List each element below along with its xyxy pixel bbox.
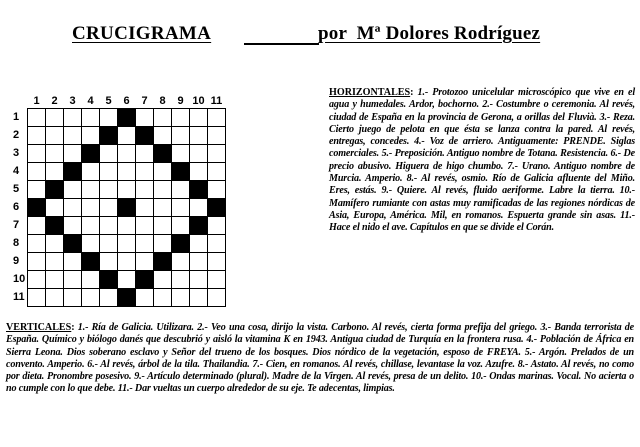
letter-cell[interactable]: [154, 163, 172, 181]
grid-row: [10, 235, 226, 253]
grid-row: [10, 217, 226, 235]
letter-cell[interactable]: [154, 181, 172, 199]
row-number: 11: [10, 289, 28, 307]
row-number: 5: [10, 181, 28, 199]
letter-cell[interactable]: [208, 217, 226, 235]
letter-cell[interactable]: [82, 271, 100, 289]
letter-cell[interactable]: [82, 181, 100, 199]
column-number: 4: [82, 91, 100, 109]
grid-row: [10, 127, 226, 145]
letter-cell[interactable]: [64, 253, 82, 271]
grid-row: [10, 109, 226, 127]
letter-cell[interactable]: [154, 271, 172, 289]
letter-cell[interactable]: [46, 199, 64, 217]
letter-cell[interactable]: [190, 145, 208, 163]
letter-cell[interactable]: [172, 289, 190, 307]
black-cell: [100, 271, 118, 289]
letter-cell[interactable]: [118, 217, 136, 235]
label-colon: :: [410, 87, 418, 98]
letter-cell[interactable]: [136, 163, 154, 181]
grid-row: [10, 253, 226, 271]
black-cell: [190, 181, 208, 199]
letter-cell[interactable]: [64, 127, 82, 145]
row-number: 10: [10, 271, 28, 289]
letter-cell[interactable]: [154, 235, 172, 253]
letter-cell[interactable]: [154, 217, 172, 235]
column-number: 6: [118, 91, 136, 109]
letter-cell[interactable]: [208, 253, 226, 271]
letter-cell[interactable]: [64, 181, 82, 199]
column-number: 3: [64, 91, 82, 109]
vertical-clues-label: VERTICALES: [6, 322, 72, 333]
letter-cell[interactable]: [28, 181, 46, 199]
author-byline: por Mª Dolores Rodríguez: [318, 23, 541, 44]
letter-cell[interactable]: [118, 235, 136, 253]
letter-cell[interactable]: [172, 109, 190, 127]
letter-cell[interactable]: [64, 199, 82, 217]
black-cell: [172, 163, 190, 181]
letter-cell[interactable]: [118, 163, 136, 181]
letter-cell[interactable]: [172, 217, 190, 235]
letter-cell[interactable]: [82, 235, 100, 253]
letter-cell[interactable]: [100, 163, 118, 181]
column-number: 9: [172, 91, 190, 109]
black-cell: [154, 145, 172, 163]
letter-cell[interactable]: [118, 145, 136, 163]
black-cell: [190, 217, 208, 235]
letter-cell[interactable]: [82, 109, 100, 127]
letter-cell[interactable]: [172, 127, 190, 145]
column-number: 11: [208, 91, 226, 109]
grid-corner: [10, 91, 28, 109]
row-number: 2: [10, 127, 28, 145]
letter-cell[interactable]: [136, 145, 154, 163]
black-cell: [118, 199, 136, 217]
letter-cell[interactable]: [154, 199, 172, 217]
column-number: 8: [154, 91, 172, 109]
letter-cell[interactable]: [28, 217, 46, 235]
column-number: 7: [136, 91, 154, 109]
vertical-clues: [6, 322, 634, 396]
row-number: 9: [10, 253, 28, 271]
black-cell: [154, 253, 172, 271]
letter-cell[interactable]: [190, 199, 208, 217]
black-cell: [64, 163, 82, 181]
black-cell: [46, 217, 64, 235]
column-number: 5: [100, 91, 118, 109]
letter-cell[interactable]: [208, 145, 226, 163]
grid-table: [10, 91, 226, 307]
grid-row: [10, 145, 226, 163]
letter-cell[interactable]: [208, 235, 226, 253]
column-number: 1: [28, 91, 46, 109]
letter-cell[interactable]: [136, 253, 154, 271]
black-cell: [46, 181, 64, 199]
letter-cell[interactable]: [154, 127, 172, 145]
row-number: 3: [10, 145, 28, 163]
letter-cell[interactable]: [100, 181, 118, 199]
black-cell: [118, 109, 136, 127]
letter-cell[interactable]: [190, 109, 208, 127]
row-number: 7: [10, 217, 28, 235]
letter-cell[interactable]: [100, 235, 118, 253]
letter-cell[interactable]: [190, 127, 208, 145]
grid-row: [10, 163, 226, 181]
letter-cell[interactable]: [190, 271, 208, 289]
grid-row: [10, 289, 226, 307]
letter-cell[interactable]: [46, 271, 64, 289]
letter-cell[interactable]: [28, 163, 46, 181]
title-underline-gap: [244, 43, 319, 45]
crossword-grid: [10, 91, 226, 307]
letter-cell[interactable]: [28, 235, 46, 253]
letter-cell[interactable]: [100, 109, 118, 127]
label-colon: :: [71, 322, 78, 333]
letter-cell[interactable]: [46, 163, 64, 181]
letter-cell[interactable]: [190, 253, 208, 271]
letter-cell[interactable]: [46, 127, 64, 145]
letter-cell[interactable]: [136, 109, 154, 127]
letter-cell[interactable]: [100, 199, 118, 217]
horizontal-clues-label: HORIZONTALES: [329, 87, 411, 98]
letter-cell[interactable]: [82, 127, 100, 145]
black-cell: [82, 145, 100, 163]
letter-cell[interactable]: [136, 289, 154, 307]
letter-cell[interactable]: [28, 289, 46, 307]
letter-cell[interactable]: [136, 181, 154, 199]
letter-cell[interactable]: [46, 253, 64, 271]
column-number: 10: [190, 91, 208, 109]
black-cell: [82, 253, 100, 271]
letter-cell[interactable]: [118, 181, 136, 199]
letter-cell[interactable]: [82, 289, 100, 307]
letter-cell[interactable]: [46, 289, 64, 307]
crossword-title: CRUCIGRAMA: [72, 23, 212, 44]
letter-cell[interactable]: [190, 235, 208, 253]
black-cell: [136, 271, 154, 289]
letter-cell[interactable]: [172, 253, 190, 271]
letter-cell[interactable]: [136, 199, 154, 217]
letter-cell[interactable]: [28, 127, 46, 145]
letter-cell[interactable]: [208, 109, 226, 127]
grid-row: [10, 199, 226, 217]
letter-cell[interactable]: [28, 145, 46, 163]
column-number: 2: [46, 91, 64, 109]
letter-cell[interactable]: [136, 217, 154, 235]
letter-cell[interactable]: [64, 109, 82, 127]
row-number: 1: [10, 109, 28, 127]
black-cell: [172, 235, 190, 253]
black-cell: [136, 127, 154, 145]
letter-cell[interactable]: [208, 271, 226, 289]
letter-cell[interactable]: [190, 163, 208, 181]
vertical-clues-text: 1.- Ría de Galicia. Utilizara. 2.- Veo una cosa, dirijo la vista. Carbono. Al revés, cierta forma prefija del griego. 3.- Banda terrorista de España. Químico y biólogo danés que descubrió y aisló la vitamina K en 1943. Antigua ciudad de Turquía en la frontera rusa. 4.- Población de África en Sierra Leona. Dios soberano esclavo y Señor del trueno de los bosques. Dios nórdico de la vegetación, esposo de FREYA. 5.- Argón. Prelados de un convento. Amperio. 6.- Al revés, árbol de la tila. Thailandia. 7.- Cien, en romanos. Al revés, chillase, levantase la voz. Azufre. 8.- Astato. Al revés, no como por dieta. Pronombre posesivo. 9.- Artículo determinado (plural). Madre de la Virgen. Al revés, presa de un delito. 10.- Ondas marinas. Vocal. No acierta o no cumple con lo que debe. 11.- Dar vueltas un cuerpo alrededor de su eje. Te adecentas, limpias.: [6, 322, 634, 395]
letter-cell[interactable]: [28, 109, 46, 127]
black-cell: [100, 127, 118, 145]
letter-cell[interactable]: [208, 163, 226, 181]
letter-cell[interactable]: [82, 199, 100, 217]
letter-cell[interactable]: [46, 109, 64, 127]
letter-cell[interactable]: [118, 253, 136, 271]
letter-cell[interactable]: [64, 217, 82, 235]
letter-cell[interactable]: [64, 271, 82, 289]
letter-cell[interactable]: [118, 127, 136, 145]
letter-cell[interactable]: [172, 199, 190, 217]
black-cell: [64, 235, 82, 253]
row-number: 6: [10, 199, 28, 217]
letter-cell[interactable]: [28, 271, 46, 289]
black-cell: [118, 289, 136, 307]
letter-cell[interactable]: [172, 181, 190, 199]
letter-cell[interactable]: [172, 145, 190, 163]
letter-cell[interactable]: [208, 289, 226, 307]
letter-cell[interactable]: [100, 145, 118, 163]
row-number: 4: [10, 163, 28, 181]
black-cell: [208, 199, 226, 217]
horizontal-clues-text: 1.- Protozoo unicelular microscópico que vive en el agua y humedales. Ardor, bochorno. 2.- Costumbre o ceremonia. Al revés, ciudad de España en la provincia de Gerona, a orillas del Fluvià. 3.- Reza. Cierto juego de pelota en que ésta se lanza contra la pared. Al revés, entregas, concedes. 4.- Voz de arriero. Antiguamente: PRENDE. Siglas comerciales. 5.- Preposición. Antiguo nombre de Totana. Resistencia. 6.- De precio abusivo. Higuera de higo chumbo. 7.- Urano. Antiguo nombre de Murcia. Amperio. 8.- Al revés, osmio. Río de Galicia afluente del Miño. Eres, estás. 9.- Quiere. Al revés, fluido aeriforme. Labre la tierra. 10.- Mamífero rumiante con astas muy ramificadas de las regiones nórdicas de Asia, Europa, América. Mil, en romanos. Espuerta grande sin asas. 11.- Hace el nido el ave. Capítulos en que se divide el Corán.: [329, 87, 635, 234]
grid-row: [10, 271, 226, 289]
letter-cell[interactable]: [208, 181, 226, 199]
letter-cell[interactable]: [154, 109, 172, 127]
letter-cell[interactable]: [28, 253, 46, 271]
letter-cell[interactable]: [208, 127, 226, 145]
horizontal-clues: [329, 87, 635, 235]
letter-cell[interactable]: [100, 217, 118, 235]
letter-cell[interactable]: [100, 253, 118, 271]
black-cell: [28, 199, 46, 217]
letter-cell[interactable]: [46, 145, 64, 163]
letter-cell[interactable]: [154, 289, 172, 307]
letter-cell[interactable]: [172, 271, 190, 289]
letter-cell[interactable]: [82, 163, 100, 181]
letter-cell[interactable]: [100, 289, 118, 307]
letter-cell[interactable]: [64, 145, 82, 163]
letter-cell[interactable]: [82, 217, 100, 235]
row-number: 8: [10, 235, 28, 253]
letter-cell[interactable]: [190, 289, 208, 307]
letter-cell[interactable]: [118, 271, 136, 289]
grid-row: [10, 181, 226, 199]
letter-cell[interactable]: [136, 235, 154, 253]
letter-cell[interactable]: [46, 235, 64, 253]
letter-cell[interactable]: [64, 289, 82, 307]
